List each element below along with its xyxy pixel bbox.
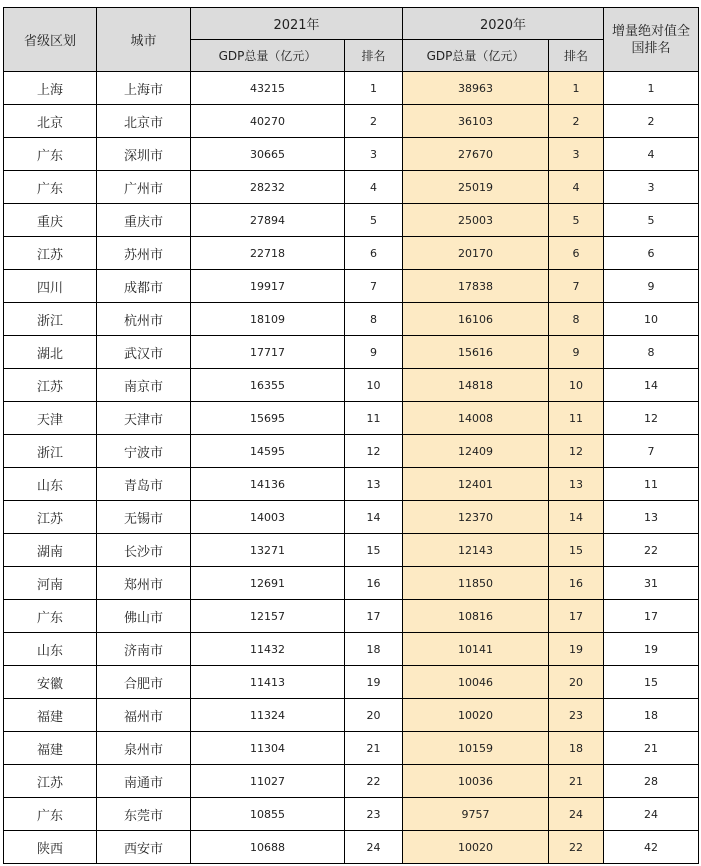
cell-city: 武汉市 bbox=[97, 336, 191, 369]
cell-gdp-2020: 10816 bbox=[403, 600, 549, 633]
cell-growth-rank: 22 bbox=[604, 534, 699, 567]
table-row bbox=[4, 666, 699, 699]
cell-province: 天津 bbox=[4, 402, 97, 435]
table-row bbox=[4, 501, 699, 534]
cell-gdp-2020: 15616 bbox=[403, 336, 549, 369]
cell-rank-2021: 3 bbox=[345, 138, 403, 171]
cell-province: 江苏 bbox=[4, 501, 97, 534]
table-row bbox=[4, 765, 699, 798]
cell-rank-2021: 22 bbox=[345, 765, 403, 798]
cell-gdp-2020: 36103 bbox=[403, 105, 549, 138]
cell-gdp-2020: 9757 bbox=[403, 798, 549, 831]
cell-growth-rank: 13 bbox=[604, 501, 699, 534]
cell-city: 济南市 bbox=[97, 633, 191, 666]
cell-gdp-2021: 14003 bbox=[191, 501, 345, 534]
cell-growth-rank: 6 bbox=[604, 237, 699, 270]
cell-province: 河南 bbox=[4, 567, 97, 600]
cell-city: 无锡市 bbox=[97, 501, 191, 534]
cell-city: 宁波市 bbox=[97, 435, 191, 468]
table-row bbox=[4, 204, 699, 237]
cell-gdp-2020: 17838 bbox=[403, 270, 549, 303]
cell-rank-2021: 15 bbox=[345, 534, 403, 567]
cell-province: 浙江 bbox=[4, 435, 97, 468]
cell-city: 天津市 bbox=[97, 402, 191, 435]
cell-gdp-2020: 27670 bbox=[403, 138, 549, 171]
cell-rank-2021: 16 bbox=[345, 567, 403, 600]
cell-rank-2020: 20 bbox=[549, 666, 604, 699]
cell-gdp-2021: 11324 bbox=[191, 699, 345, 732]
cell-rank-2021: 4 bbox=[345, 171, 403, 204]
cell-city: 杭州市 bbox=[97, 303, 191, 336]
cell-rank-2020: 5 bbox=[549, 204, 604, 237]
cell-rank-2020: 13 bbox=[549, 468, 604, 501]
cell-rank-2020: 12 bbox=[549, 435, 604, 468]
cell-gdp-2021: 28232 bbox=[191, 171, 345, 204]
cell-gdp-2020: 38963 bbox=[403, 72, 549, 105]
table-row bbox=[4, 732, 699, 765]
cell-gdp-2020: 12409 bbox=[403, 435, 549, 468]
cell-gdp-2020: 10020 bbox=[403, 699, 549, 732]
cell-rank-2020: 14 bbox=[549, 501, 604, 534]
cell-growth-rank: 5 bbox=[604, 204, 699, 237]
cell-city: 郑州市 bbox=[97, 567, 191, 600]
cell-city: 佛山市 bbox=[97, 600, 191, 633]
cell-growth-rank: 7 bbox=[604, 435, 699, 468]
cell-rank-2021: 24 bbox=[345, 831, 403, 864]
cell-gdp-2020: 10036 bbox=[403, 765, 549, 798]
cell-city: 深圳市 bbox=[97, 138, 191, 171]
table-row bbox=[4, 633, 699, 666]
cell-rank-2021: 20 bbox=[345, 699, 403, 732]
table-row bbox=[4, 699, 699, 732]
cell-gdp-2021: 22718 bbox=[191, 237, 345, 270]
cell-city: 西安市 bbox=[97, 831, 191, 864]
cell-gdp-2021: 11432 bbox=[191, 633, 345, 666]
cell-province: 广东 bbox=[4, 171, 97, 204]
cell-rank-2021: 19 bbox=[345, 666, 403, 699]
cell-province: 安徽 bbox=[4, 666, 97, 699]
cell-growth-rank: 42 bbox=[604, 831, 699, 864]
cell-province: 湖南 bbox=[4, 534, 97, 567]
cell-rank-2020: 15 bbox=[549, 534, 604, 567]
cell-rank-2021: 12 bbox=[345, 435, 403, 468]
cell-city: 泉州市 bbox=[97, 732, 191, 765]
cell-rank-2020: 3 bbox=[549, 138, 604, 171]
gdp-table bbox=[3, 7, 699, 864]
cell-rank-2020: 17 bbox=[549, 600, 604, 633]
cell-growth-rank: 10 bbox=[604, 303, 699, 336]
cell-gdp-2021: 19917 bbox=[191, 270, 345, 303]
cell-rank-2021: 8 bbox=[345, 303, 403, 336]
cell-gdp-2020: 25019 bbox=[403, 171, 549, 204]
cell-province: 广东 bbox=[4, 798, 97, 831]
table-row bbox=[4, 831, 699, 864]
cell-growth-rank: 12 bbox=[604, 402, 699, 435]
cell-growth-rank: 8 bbox=[604, 336, 699, 369]
table-row bbox=[4, 237, 699, 270]
cell-rank-2021: 5 bbox=[345, 204, 403, 237]
cell-gdp-2020: 14818 bbox=[403, 369, 549, 402]
table-row bbox=[4, 567, 699, 600]
cell-rank-2021: 1 bbox=[345, 72, 403, 105]
cell-gdp-2021: 43215 bbox=[191, 72, 345, 105]
cell-rank-2021: 21 bbox=[345, 732, 403, 765]
cell-gdp-2020: 12401 bbox=[403, 468, 549, 501]
cell-growth-rank: 3 bbox=[604, 171, 699, 204]
cell-growth-rank: 4 bbox=[604, 138, 699, 171]
cell-city: 苏州市 bbox=[97, 237, 191, 270]
cell-rank-2021: 10 bbox=[345, 369, 403, 402]
cell-gdp-2021: 17717 bbox=[191, 336, 345, 369]
cell-province: 江苏 bbox=[4, 237, 97, 270]
cell-city: 广州市 bbox=[97, 171, 191, 204]
header-city: 城市 bbox=[97, 8, 191, 72]
cell-province: 四川 bbox=[4, 270, 97, 303]
cell-gdp-2021: 12157 bbox=[191, 600, 345, 633]
cell-gdp-2021: 13271 bbox=[191, 534, 345, 567]
table-row bbox=[4, 72, 699, 105]
cell-gdp-2021: 15695 bbox=[191, 402, 345, 435]
cell-gdp-2021: 11304 bbox=[191, 732, 345, 765]
cell-rank-2020: 16 bbox=[549, 567, 604, 600]
cell-province: 陕西 bbox=[4, 831, 97, 864]
cell-city: 福州市 bbox=[97, 699, 191, 732]
cell-rank-2020: 24 bbox=[549, 798, 604, 831]
cell-growth-rank: 14 bbox=[604, 369, 699, 402]
cell-growth-rank: 18 bbox=[604, 699, 699, 732]
header-gdp-2020: GDP总量（亿元） bbox=[403, 40, 549, 72]
table-row bbox=[4, 105, 699, 138]
cell-rank-2021: 13 bbox=[345, 468, 403, 501]
cell-growth-rank: 24 bbox=[604, 798, 699, 831]
cell-gdp-2020: 20170 bbox=[403, 237, 549, 270]
table-row bbox=[4, 600, 699, 633]
table-row bbox=[4, 270, 699, 303]
cell-province: 湖北 bbox=[4, 336, 97, 369]
cell-city: 南京市 bbox=[97, 369, 191, 402]
table-header bbox=[4, 8, 699, 72]
header-year-2020: 2020年 bbox=[403, 8, 604, 40]
table-row bbox=[4, 138, 699, 171]
cell-province: 山东 bbox=[4, 468, 97, 501]
cell-province: 福建 bbox=[4, 699, 97, 732]
cell-gdp-2021: 14595 bbox=[191, 435, 345, 468]
cell-gdp-2020: 14008 bbox=[403, 402, 549, 435]
cell-growth-rank: 15 bbox=[604, 666, 699, 699]
cell-growth-rank: 1 bbox=[604, 72, 699, 105]
cell-gdp-2021: 40270 bbox=[191, 105, 345, 138]
cell-gdp-2021: 27894 bbox=[191, 204, 345, 237]
cell-rank-2020: 7 bbox=[549, 270, 604, 303]
cell-growth-rank: 28 bbox=[604, 765, 699, 798]
cell-gdp-2021: 11027 bbox=[191, 765, 345, 798]
cell-gdp-2020: 25003 bbox=[403, 204, 549, 237]
table-row bbox=[4, 468, 699, 501]
table-row bbox=[4, 171, 699, 204]
cell-province: 重庆 bbox=[4, 204, 97, 237]
cell-city: 长沙市 bbox=[97, 534, 191, 567]
cell-gdp-2021: 10855 bbox=[191, 798, 345, 831]
cell-rank-2021: 9 bbox=[345, 336, 403, 369]
header-growth-rank: 增量绝对值全国排名 bbox=[604, 8, 699, 72]
cell-city: 北京市 bbox=[97, 105, 191, 138]
cell-gdp-2021: 30665 bbox=[191, 138, 345, 171]
cell-city: 南通市 bbox=[97, 765, 191, 798]
cell-gdp-2020: 10141 bbox=[403, 633, 549, 666]
header-gdp-2021: GDP总量（亿元） bbox=[191, 40, 345, 72]
cell-rank-2021: 14 bbox=[345, 501, 403, 534]
table-row bbox=[4, 435, 699, 468]
cell-gdp-2020: 10046 bbox=[403, 666, 549, 699]
cell-city: 成都市 bbox=[97, 270, 191, 303]
cell-gdp-2020: 16106 bbox=[403, 303, 549, 336]
cell-rank-2020: 9 bbox=[549, 336, 604, 369]
header-province: 省级区划 bbox=[4, 8, 97, 72]
table-row bbox=[4, 336, 699, 369]
cell-rank-2021: 2 bbox=[345, 105, 403, 138]
cell-gdp-2021: 16355 bbox=[191, 369, 345, 402]
table-row bbox=[4, 534, 699, 567]
cell-gdp-2020: 12370 bbox=[403, 501, 549, 534]
cell-rank-2020: 8 bbox=[549, 303, 604, 336]
header-rank-2021: 排名 bbox=[345, 40, 403, 72]
header-rank-2020: 排名 bbox=[549, 40, 604, 72]
cell-rank-2020: 1 bbox=[549, 72, 604, 105]
cell-gdp-2021: 11413 bbox=[191, 666, 345, 699]
cell-city: 合肥市 bbox=[97, 666, 191, 699]
cell-gdp-2020: 10159 bbox=[403, 732, 549, 765]
cell-growth-rank: 17 bbox=[604, 600, 699, 633]
cell-province: 福建 bbox=[4, 732, 97, 765]
cell-gdp-2021: 10688 bbox=[191, 831, 345, 864]
cell-province: 浙江 bbox=[4, 303, 97, 336]
cell-rank-2021: 23 bbox=[345, 798, 403, 831]
cell-rank-2020: 11 bbox=[549, 402, 604, 435]
cell-rank-2020: 22 bbox=[549, 831, 604, 864]
cell-rank-2021: 18 bbox=[345, 633, 403, 666]
cell-gdp-2020: 12143 bbox=[403, 534, 549, 567]
header-year-2021: 2021年 bbox=[191, 8, 403, 40]
table-body bbox=[4, 72, 699, 864]
cell-city: 东莞市 bbox=[97, 798, 191, 831]
cell-province: 江苏 bbox=[4, 369, 97, 402]
table-row bbox=[4, 369, 699, 402]
cell-city: 青岛市 bbox=[97, 468, 191, 501]
cell-rank-2021: 6 bbox=[345, 237, 403, 270]
cell-rank-2021: 11 bbox=[345, 402, 403, 435]
cell-city: 上海市 bbox=[97, 72, 191, 105]
cell-rank-2020: 4 bbox=[549, 171, 604, 204]
cell-gdp-2020: 11850 bbox=[403, 567, 549, 600]
cell-rank-2020: 2 bbox=[549, 105, 604, 138]
cell-rank-2020: 18 bbox=[549, 732, 604, 765]
cell-rank-2020: 10 bbox=[549, 369, 604, 402]
cell-province: 广东 bbox=[4, 138, 97, 171]
cell-city: 重庆市 bbox=[97, 204, 191, 237]
cell-rank-2021: 17 bbox=[345, 600, 403, 633]
cell-rank-2020: 6 bbox=[549, 237, 604, 270]
table-row bbox=[4, 402, 699, 435]
cell-growth-rank: 21 bbox=[604, 732, 699, 765]
cell-province: 北京 bbox=[4, 105, 97, 138]
cell-growth-rank: 19 bbox=[604, 633, 699, 666]
cell-gdp-2020: 10020 bbox=[403, 831, 549, 864]
cell-gdp-2021: 14136 bbox=[191, 468, 345, 501]
cell-province: 上海 bbox=[4, 72, 97, 105]
cell-rank-2020: 23 bbox=[549, 699, 604, 732]
cell-province: 江苏 bbox=[4, 765, 97, 798]
cell-rank-2021: 7 bbox=[345, 270, 403, 303]
cell-gdp-2021: 12691 bbox=[191, 567, 345, 600]
table-row bbox=[4, 798, 699, 831]
cell-province: 山东 bbox=[4, 633, 97, 666]
cell-growth-rank: 11 bbox=[604, 468, 699, 501]
cell-rank-2020: 19 bbox=[549, 633, 604, 666]
cell-growth-rank: 31 bbox=[604, 567, 699, 600]
cell-growth-rank: 2 bbox=[604, 105, 699, 138]
cell-gdp-2021: 18109 bbox=[191, 303, 345, 336]
cell-growth-rank: 9 bbox=[604, 270, 699, 303]
cell-province: 广东 bbox=[4, 600, 97, 633]
table-row bbox=[4, 303, 699, 336]
cell-rank-2020: 21 bbox=[549, 765, 604, 798]
